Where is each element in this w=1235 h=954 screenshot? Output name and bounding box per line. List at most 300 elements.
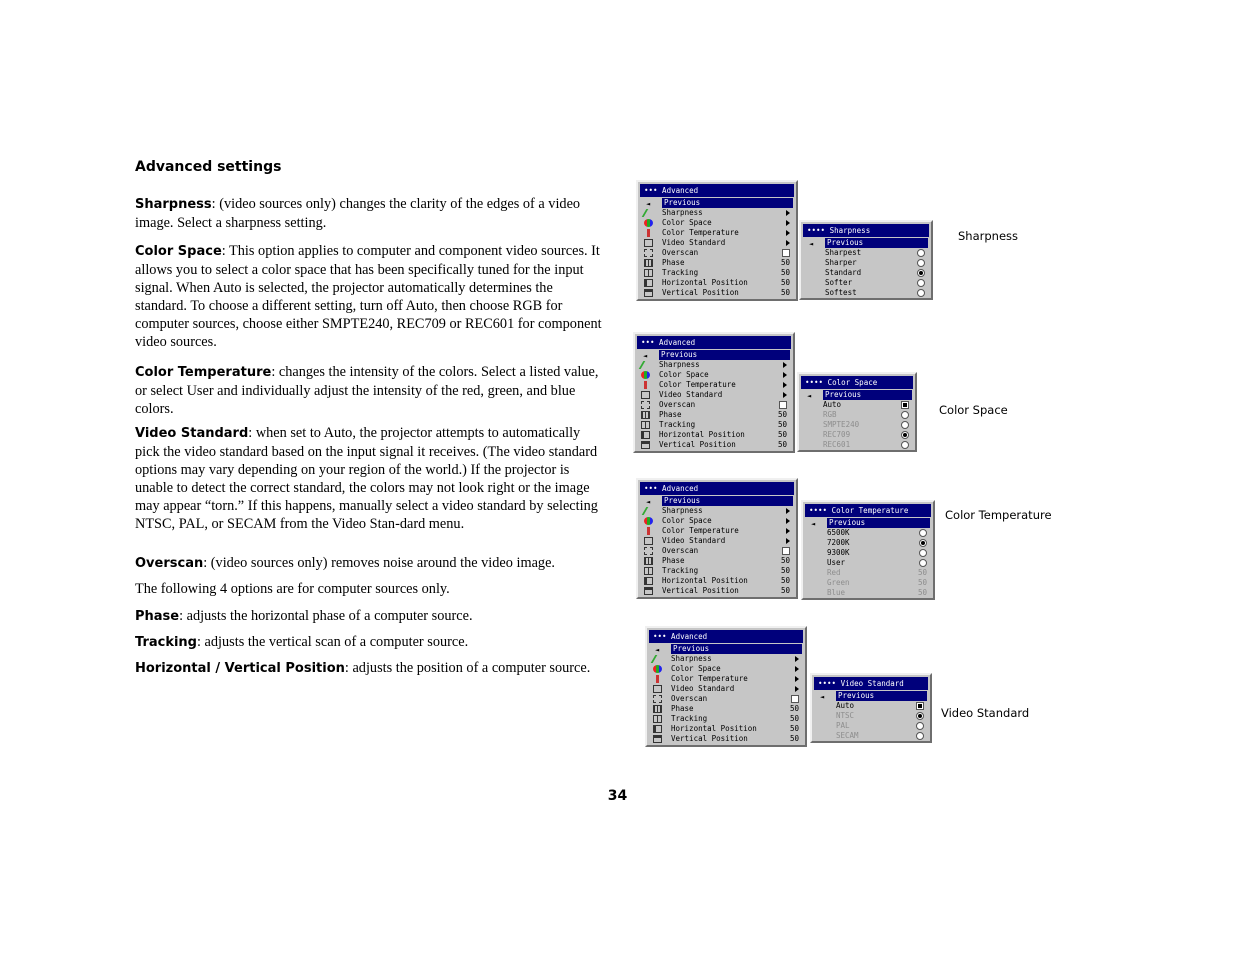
horizontal-position-icon (644, 279, 653, 287)
figure-caption: Sharpness (958, 229, 1019, 243)
menu-item-phase[interactable] (637, 410, 790, 420)
video-standard-icon (644, 537, 653, 545)
submenu-item-control (916, 721, 924, 731)
radio-button[interactable] (919, 549, 927, 557)
submenu-item[interactable] (803, 288, 928, 298)
menu-item-label: Video Standard (662, 536, 726, 545)
menu-item-value (786, 526, 790, 536)
phase-icon (641, 411, 650, 419)
term: Overscan (135, 556, 204, 571)
menu-item-overscan[interactable] (640, 546, 793, 556)
menu-item-value: 50 (777, 420, 787, 429)
submenu-item[interactable] (814, 721, 927, 731)
radio-button[interactable] (917, 249, 925, 257)
submenu-item-control (916, 731, 924, 741)
menu-item-label: Sharpness (662, 506, 703, 515)
figure-caption: Color Space (939, 403, 1008, 417)
menu-item-label: Tracking (671, 714, 708, 723)
menu-item-color-space[interactable] (649, 664, 802, 674)
menu-item-value: 50 (780, 278, 790, 287)
menu-item-label: Tracking (662, 268, 699, 277)
menu-item-value (786, 516, 790, 526)
menu-item-vertical-position[interactable] (640, 586, 793, 596)
horizontal-position-icon (641, 431, 650, 439)
menu-item-label: Color Space (662, 516, 712, 525)
color-temperature-icon (647, 229, 650, 237)
vertical-position-icon (653, 735, 662, 743)
submenu-arrow-icon (795, 686, 799, 692)
submenu-item[interactable] (805, 548, 930, 558)
menu-item-label: Color Space (659, 370, 709, 379)
paragraph-text: : (video sources only) removes noise around the video image. (203, 555, 556, 571)
menu-item-tracking[interactable] (640, 268, 793, 278)
submenu-item[interactable] (805, 578, 930, 588)
menu-item-value (786, 238, 790, 248)
paragraph-text: : changes the intensity of the colors. Select a listed value, or select User and individually adjust the intensity of the red, green, and blue colors. (135, 364, 599, 417)
menu-item-sharpness[interactable] (640, 506, 793, 516)
submenu-item-label: 9300K (827, 548, 850, 557)
paragraph (135, 363, 603, 418)
submenu-arrow-icon (786, 240, 790, 246)
submenu-arrow-icon (786, 518, 790, 524)
submenu-item[interactable] (805, 588, 930, 598)
menu-item-value (795, 684, 799, 694)
menu-item-video-standard[interactable] (649, 684, 802, 694)
submenu-item-control (901, 430, 909, 440)
menu-item-label: Video Standard (671, 684, 735, 693)
radio-button[interactable] (919, 559, 927, 567)
menu-item-value: 50 (780, 268, 790, 277)
submenu-item-label: Softest (825, 288, 857, 297)
submenu-item-label: Auto (823, 400, 842, 409)
menu-item-tracking[interactable] (637, 420, 790, 430)
submenu-arrow-icon (786, 220, 790, 226)
paragraph (135, 607, 603, 626)
paragraph (135, 424, 603, 533)
menu-item-value (795, 674, 799, 684)
menu-item-label: Color Space (662, 218, 712, 227)
submenu-item-label: Green (827, 578, 850, 587)
paragraph-text: : adjusts the vertical scan of a computer source. (197, 634, 469, 650)
menu-item-vertical-position[interactable] (649, 734, 802, 744)
submenu-item-control (919, 538, 927, 548)
horizontal-position-icon (644, 577, 653, 585)
submenu-arrow-icon (786, 528, 790, 534)
menu-item-label: Overscan (662, 546, 699, 555)
menu-item-horizontal-position[interactable] (649, 724, 802, 734)
submenu-arrow-icon (795, 676, 799, 682)
paragraph-text: : when set to Auto, the projector attempts to automatically pick the video standard based on the input signal it receives. (The video standard options may vary depending on your region of the world.) If the projector is unable to detect the correct standard, the colors may not look right or the image may appear “torn.” If this happens, manually select a video standard by selecting NTSC, PAL, or SECAM from the Video Stan-dard menu. (135, 425, 598, 532)
phase-icon (644, 557, 653, 565)
back-arrow-icon: ◄ (646, 200, 651, 208)
menu-item-vertical-position[interactable] (640, 288, 793, 298)
term: Video Standard (135, 426, 249, 441)
submenu-arrow-icon (795, 666, 799, 672)
submenu-item-control (916, 701, 924, 711)
color-space-icon (644, 517, 653, 525)
menu-item-label: Sharpness (662, 208, 703, 217)
menu-item-color-space[interactable] (637, 370, 790, 380)
video-standard-icon (653, 685, 662, 693)
paragraph (135, 195, 603, 232)
overscan-icon (641, 401, 650, 409)
phase-icon (653, 705, 662, 713)
submenu-item[interactable] (801, 410, 912, 420)
sharpness-icon (642, 507, 658, 515)
radio-button[interactable] (901, 411, 909, 419)
menu-item-phase[interactable] (640, 556, 793, 566)
menu-item-overscan[interactable] (640, 248, 793, 258)
menu-item-label: Phase (671, 704, 694, 713)
video-standard-icon (641, 391, 650, 399)
submenu-item[interactable] (814, 711, 927, 721)
menu-item-value (782, 546, 790, 556)
submenu-arrow-icon (783, 372, 787, 378)
paragraph (135, 659, 603, 678)
submenu-item-label: 7200K (827, 538, 850, 547)
color-temperature-icon (656, 675, 659, 683)
menu-item-label: Sharpness (671, 654, 712, 663)
menu-item-value: 50 (780, 258, 790, 267)
submenu-item-control (917, 258, 925, 268)
submenu-item-control (919, 548, 927, 558)
menu-item-horizontal-position[interactable] (640, 576, 793, 586)
submenu-item-control (917, 288, 925, 298)
menu-item-color-space[interactable] (640, 516, 793, 526)
menu-item-value (786, 506, 790, 516)
submenu-item-label: Sharper (825, 258, 857, 267)
submenu-item[interactable] (805, 528, 930, 538)
submenu-item-label: Softer (825, 278, 853, 287)
menu-item-label: Phase (659, 410, 682, 419)
paragraph-text: : adjusts the horizontal phase of a computer source. (179, 608, 473, 624)
tracking-icon (653, 715, 662, 723)
submenu-arrow-icon (783, 382, 787, 388)
paragraph (135, 633, 603, 652)
page-number: 34 (607, 788, 628, 804)
submenu-arrow-icon (786, 508, 790, 514)
back-arrow-icon: ◄ (643, 352, 648, 360)
menu-item-label: Previous (662, 496, 793, 506)
menu-item-label: Vertical Position (659, 440, 736, 449)
menu-item-sharpness[interactable] (637, 360, 790, 370)
term: Phase (135, 609, 180, 624)
submenu-item-label: Blue (827, 588, 846, 597)
submenu-item-control (917, 268, 925, 278)
tracking-icon (644, 567, 653, 575)
submenu-item[interactable] (801, 420, 912, 430)
menu-title: ••• Advanced (640, 184, 794, 197)
submenu-item-label: SMPTE240 (823, 420, 860, 429)
menu-item-label: Horizontal Position (662, 278, 748, 287)
back-arrow-icon: ◄ (809, 240, 814, 248)
menu-item-label: Vertical Position (662, 288, 739, 297)
menu-item-overscan[interactable] (637, 400, 790, 410)
submenu-title: •••• Sharpness (803, 224, 929, 237)
submenu-arrow-icon (786, 230, 790, 236)
submenu-item-control (901, 440, 909, 450)
menu-title: ••• Advanced (637, 336, 791, 349)
menu-item-label: Horizontal Position (659, 430, 745, 439)
submenu-item[interactable] (803, 258, 928, 268)
sharpness-icon (651, 655, 667, 663)
menu-item-overscan[interactable] (649, 694, 802, 704)
menu-item-label: Vertical Position (662, 586, 739, 595)
submenu-item-control (901, 410, 909, 420)
sharpness-icon (642, 209, 658, 217)
menu-item-color-space[interactable] (640, 218, 793, 228)
checkbox[interactable] (782, 249, 790, 257)
menu-item-value (786, 208, 790, 218)
checkbox[interactable] (901, 401, 909, 409)
submenu-item[interactable] (801, 440, 912, 450)
vertical-position-icon (644, 587, 653, 595)
radio-button[interactable] (916, 732, 924, 740)
menu-item-phase[interactable] (640, 258, 793, 268)
back-arrow-icon: ◄ (807, 392, 812, 400)
menu-item-phase[interactable] (649, 704, 802, 714)
submenu-item-label: User (827, 558, 846, 567)
menu-item-value (786, 218, 790, 228)
color-space-icon (653, 665, 662, 673)
radio-button[interactable] (919, 539, 927, 547)
menu-item-previous[interactable] (637, 350, 790, 360)
radio-button[interactable] (916, 722, 924, 730)
submenu-title: •••• Color Temperature (805, 504, 931, 517)
submenu-video-standard (810, 673, 932, 743)
submenu-item-label: Auto (836, 701, 855, 710)
menu-item-value: 50 (789, 714, 799, 723)
menu-item-color-temperature[interactable] (649, 674, 802, 684)
menu-item-label: Phase (662, 556, 685, 565)
menu-item-label: Video Standard (662, 238, 726, 247)
menu-item-vertical-position[interactable] (637, 440, 790, 450)
menu-item-value (795, 654, 799, 664)
menu-item-sharpness[interactable] (640, 208, 793, 218)
menu-item-label: Horizontal Position (662, 576, 748, 585)
submenu-title: •••• Color Space (801, 376, 913, 389)
submenu-item[interactable] (801, 390, 912, 400)
menu-item-label: Previous (659, 350, 790, 360)
menu-item-label: Vertical Position (671, 734, 748, 743)
menu-item-value (795, 664, 799, 674)
back-arrow-icon: ◄ (646, 498, 651, 506)
submenu-sharpness (799, 220, 933, 300)
term: Color Space (135, 244, 222, 259)
menu-item-previous[interactable] (640, 198, 793, 208)
color-temperature-icon (647, 527, 650, 535)
submenu-color-temperature (801, 500, 935, 600)
vertical-position-icon (641, 441, 650, 449)
menu-item-label: Color Temperature (659, 380, 736, 389)
term: Sharpness (135, 197, 212, 212)
advanced-menu (645, 626, 807, 747)
menu-item-label: Tracking (659, 420, 696, 429)
submenu-item-label: Previous (825, 238, 928, 248)
video-standard-icon (644, 239, 653, 247)
submenu-color-space (797, 372, 917, 452)
advanced-menu (636, 180, 798, 301)
checkbox[interactable] (779, 401, 787, 409)
overscan-icon (644, 249, 653, 257)
checkbox[interactable] (791, 695, 799, 703)
menu-item-value: 50 (780, 288, 790, 297)
submenu-item[interactable] (805, 518, 930, 528)
submenu-item-control: 50 (917, 568, 927, 577)
submenu-item-label: Previous (836, 691, 927, 701)
submenu-item-label: 6500K (827, 528, 850, 537)
radio-button[interactable] (901, 431, 909, 439)
submenu-item-label: Sharpest (825, 248, 862, 257)
section-heading: Advanced settings (135, 159, 282, 175)
menu-item-label: Previous (662, 198, 793, 208)
submenu-item[interactable] (814, 731, 927, 741)
menu-item-value (782, 248, 790, 258)
menu-item-video-standard[interactable] (637, 390, 790, 400)
menu-title: ••• Advanced (640, 482, 794, 495)
menu-item-value: 50 (789, 734, 799, 743)
submenu-item-control: 50 (917, 588, 927, 597)
submenu-item-label: NTSC (836, 711, 855, 720)
submenu-arrow-icon (795, 656, 799, 662)
menu-title: ••• Advanced (649, 630, 803, 643)
menu-item-value (779, 400, 787, 410)
term: Color Temperature (135, 365, 272, 380)
menu-item-value: 50 (777, 410, 787, 419)
submenu-arrow-icon (786, 210, 790, 216)
menu-item-sharpness[interactable] (649, 654, 802, 664)
tracking-icon (641, 421, 650, 429)
submenu-item-label: Previous (823, 390, 912, 400)
menu-item-value: 50 (780, 556, 790, 565)
menu-item-previous[interactable] (640, 496, 793, 506)
menu-item-value: 50 (777, 430, 787, 439)
paragraph-text: : (video sources only) changes the clarity of the edges of a video image. Select a sharpness setting. (135, 196, 581, 231)
menu-item-label: Video Standard (659, 390, 723, 399)
menu-item-value (791, 694, 799, 704)
submenu-item-label: SECAM (836, 731, 859, 740)
submenu-item[interactable] (803, 248, 928, 258)
menu-item-tracking[interactable] (640, 566, 793, 576)
submenu-item-label: RGB (823, 410, 837, 419)
radio-button[interactable] (919, 529, 927, 537)
advanced-menu (633, 332, 795, 453)
submenu-arrow-icon (783, 362, 787, 368)
phase-icon (644, 259, 653, 267)
submenu-arrow-icon (786, 538, 790, 544)
menu-item-label: Sharpness (659, 360, 700, 369)
radio-button[interactable] (917, 289, 925, 297)
submenu-item-label: PAL (836, 721, 850, 730)
menu-item-value (783, 360, 787, 370)
menu-item-label: Overscan (659, 400, 696, 409)
submenu-item[interactable] (803, 278, 928, 288)
submenu-item-label: REC601 (823, 440, 851, 449)
submenu-item-control: 50 (917, 578, 927, 587)
submenu-item[interactable] (803, 238, 928, 248)
menu-item-label: Color Temperature (662, 228, 739, 237)
submenu-item[interactable] (801, 400, 912, 410)
menu-item-color-temperature[interactable] (640, 228, 793, 238)
menu-item-previous[interactable] (649, 644, 802, 654)
submenu-item[interactable] (814, 691, 927, 701)
menu-item-value: 50 (780, 576, 790, 585)
menu-item-color-temperature[interactable] (637, 380, 790, 390)
menu-item-color-temperature[interactable] (640, 526, 793, 536)
radio-button[interactable] (917, 259, 925, 267)
submenu-item-control (916, 711, 924, 721)
submenu-item-control (901, 400, 909, 410)
radio-button[interactable] (901, 441, 909, 449)
menu-item-video-standard[interactable] (640, 238, 793, 248)
tracking-icon (644, 269, 653, 277)
menu-item-label: Phase (662, 258, 685, 267)
radio-button[interactable] (917, 269, 925, 277)
menu-item-label: Overscan (671, 694, 708, 703)
submenu-item[interactable] (805, 568, 930, 578)
color-space-icon (641, 371, 650, 379)
menu-item-label: Tracking (662, 566, 699, 575)
menu-item-label: Color Space (671, 664, 721, 673)
submenu-item[interactable] (805, 538, 930, 548)
submenu-item[interactable] (803, 268, 928, 278)
menu-item-video-standard[interactable] (640, 536, 793, 546)
paragraph-text: : adjusts the position of a computer source. (344, 660, 591, 676)
radio-button[interactable] (917, 279, 925, 287)
menu-item-label: Color Temperature (671, 674, 748, 683)
checkbox[interactable] (916, 702, 924, 710)
submenu-item-control (917, 248, 925, 258)
checkbox[interactable] (782, 547, 790, 555)
color-temperature-icon (644, 381, 647, 389)
submenu-item[interactable] (805, 558, 930, 568)
submenu-item[interactable] (801, 430, 912, 440)
sharpness-icon (639, 361, 655, 369)
term: Tracking (135, 635, 197, 650)
vertical-position-icon (644, 289, 653, 297)
paragraph (135, 580, 603, 598)
submenu-arrow-icon (783, 392, 787, 398)
back-arrow-icon: ◄ (820, 693, 825, 701)
advanced-menu (636, 478, 798, 599)
color-space-icon (644, 219, 653, 227)
paragraph-text: The following 4 options are for computer sources only. (135, 581, 450, 597)
menu-item-value (783, 370, 787, 380)
menu-item-label: Previous (671, 644, 802, 654)
submenu-item-control (919, 558, 927, 568)
figure-caption: Video Standard (941, 706, 1030, 720)
figure-caption: Color Temperature (945, 508, 1052, 522)
submenu-item-control (917, 278, 925, 288)
submenu-item-label: Previous (827, 518, 930, 528)
submenu-item[interactable] (814, 701, 927, 711)
paragraph (135, 242, 603, 351)
menu-item-label: Horizontal Position (671, 724, 757, 733)
overscan-icon (644, 547, 653, 555)
menu-item-tracking[interactable] (649, 714, 802, 724)
submenu-item-label: REC709 (823, 430, 851, 439)
submenu-title: •••• Video Standard (814, 677, 928, 690)
menu-item-value (783, 390, 787, 400)
paragraph (135, 554, 603, 573)
radio-button[interactable] (916, 712, 924, 720)
menu-item-horizontal-position[interactable] (637, 430, 790, 440)
menu-item-horizontal-position[interactable] (640, 278, 793, 288)
menu-item-value: 50 (789, 704, 799, 713)
menu-item-value (783, 380, 787, 390)
submenu-item-label: Red (827, 568, 841, 577)
radio-button[interactable] (901, 421, 909, 429)
